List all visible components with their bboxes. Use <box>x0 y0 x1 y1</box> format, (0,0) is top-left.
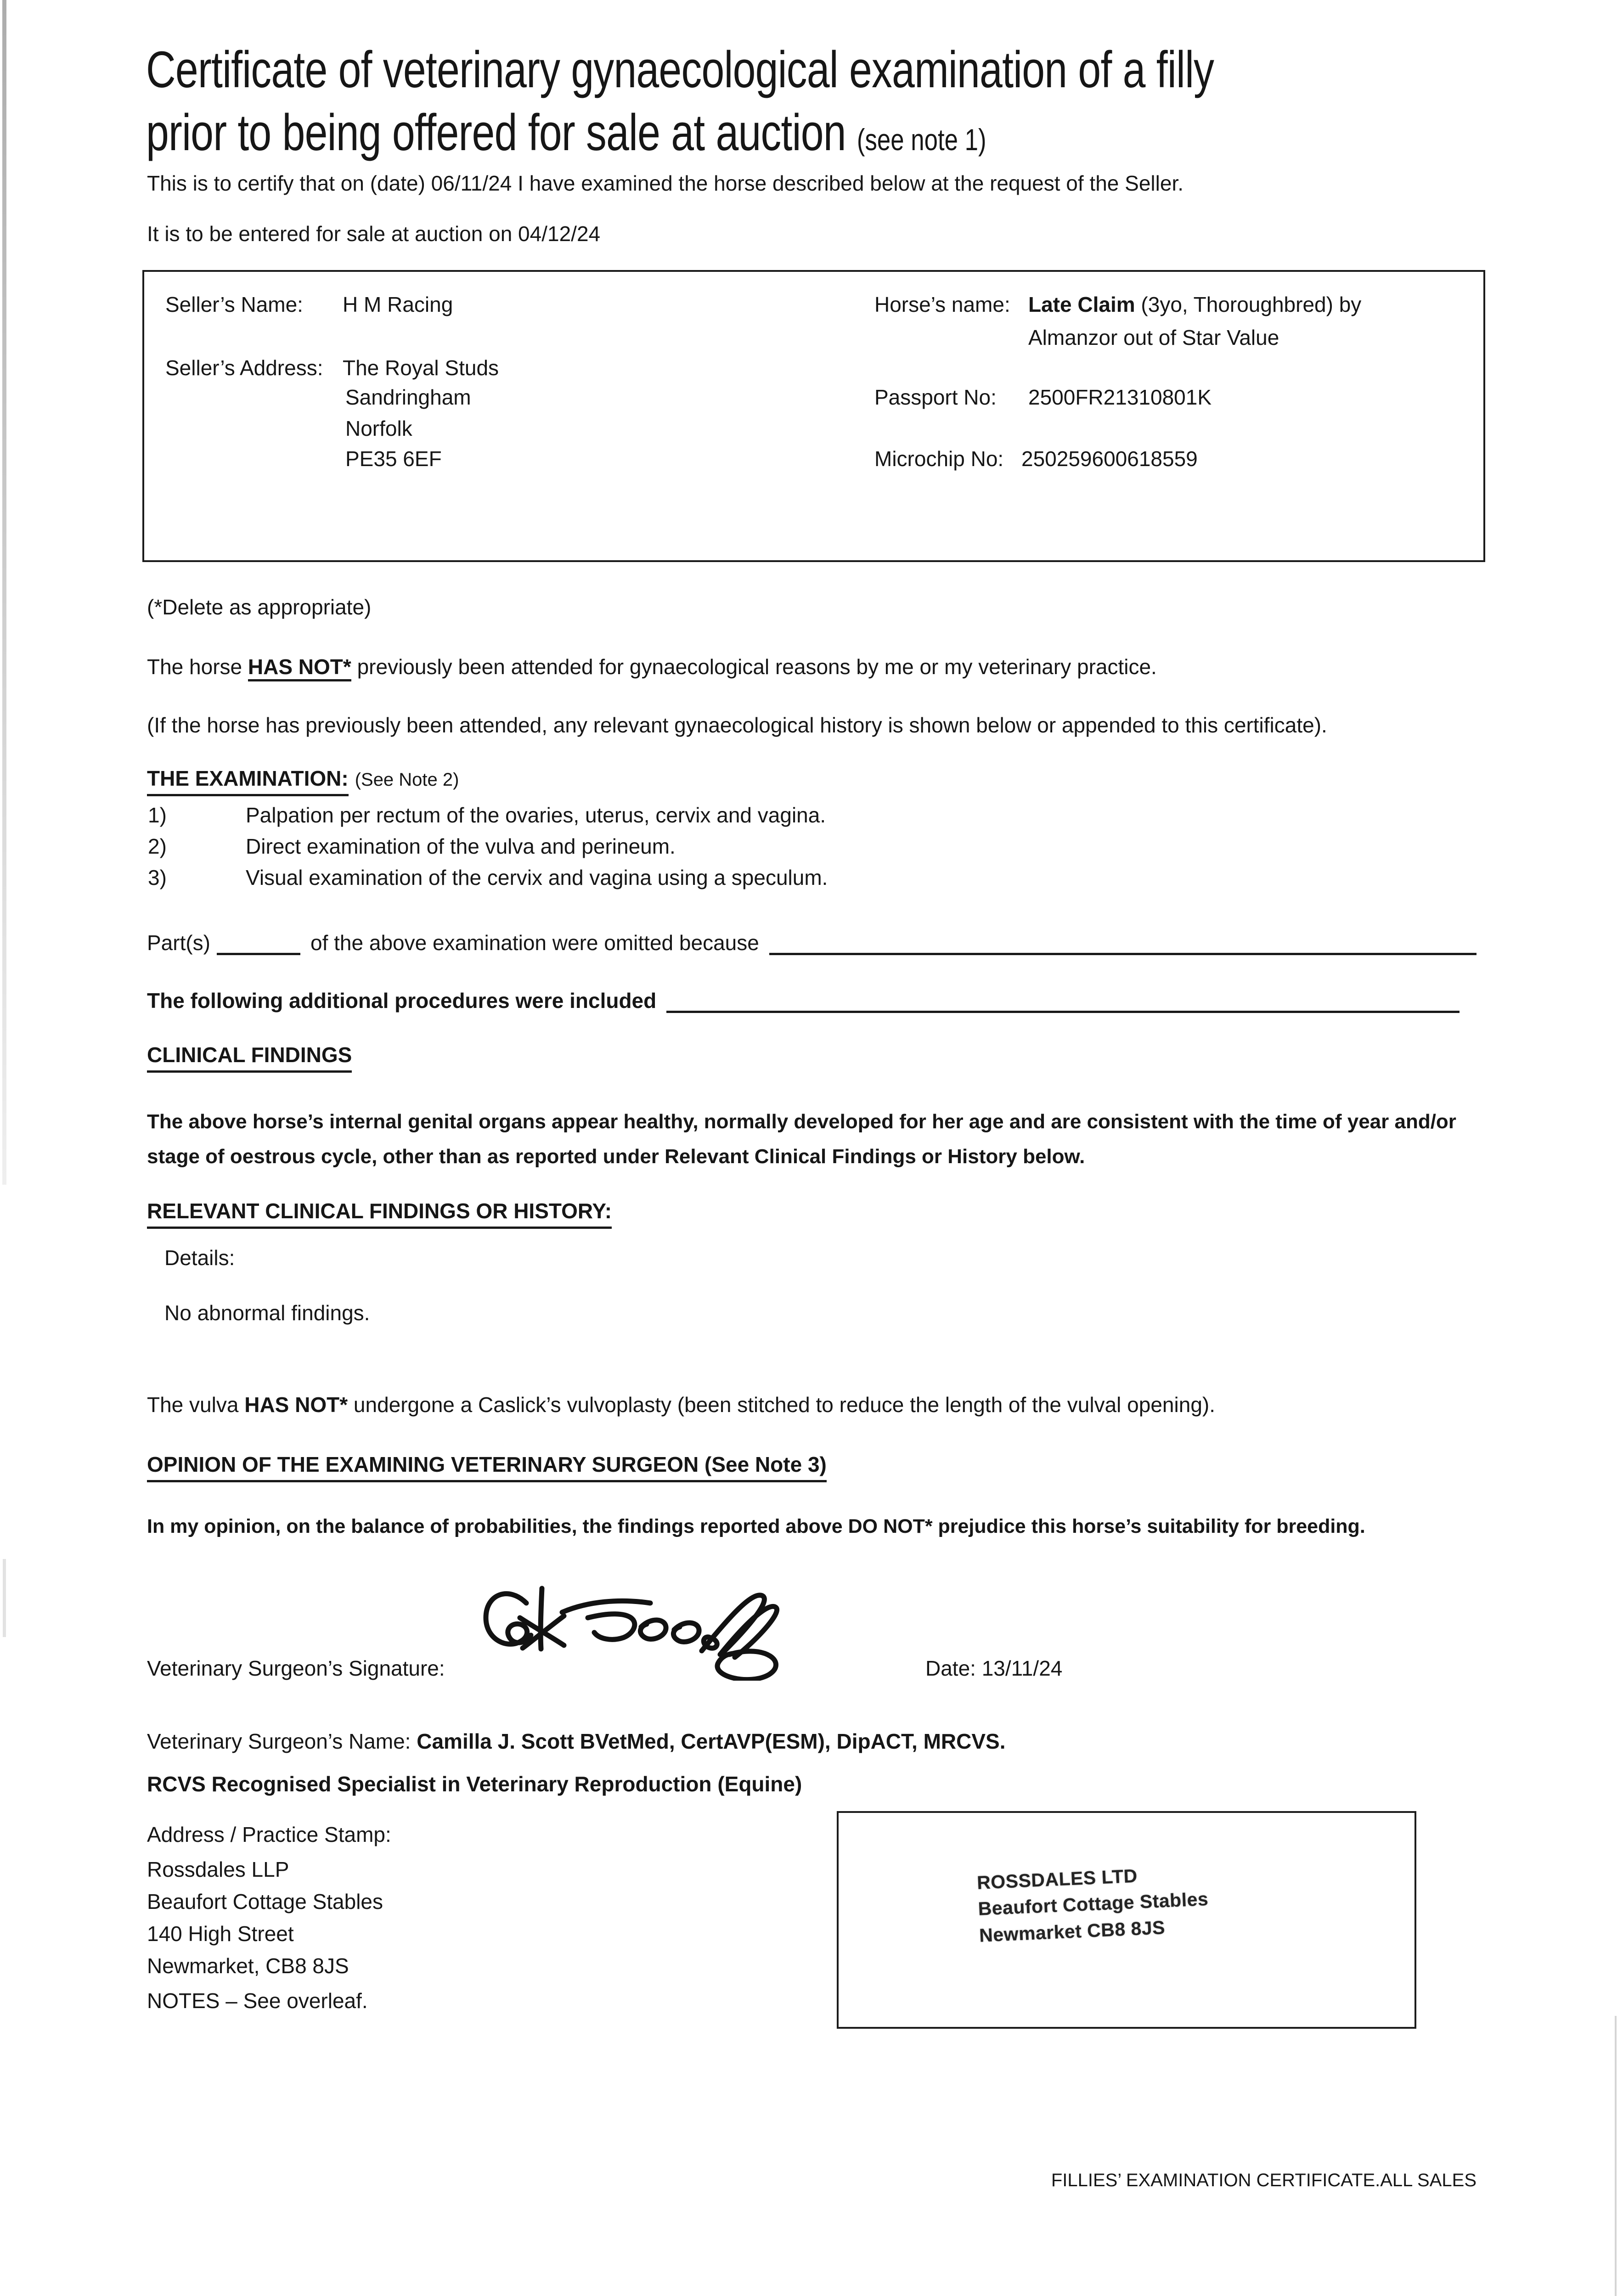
parts-omitted-line <box>147 930 1476 955</box>
examination-heading <box>147 766 459 796</box>
seller-address-line: The Royal Studs <box>343 356 499 380</box>
practice-address-line: Rossdales LLP <box>147 1857 289 1881</box>
exam-item-number: 3) <box>148 866 167 889</box>
horse-name-bold: Late Claim <box>1028 293 1135 316</box>
title-note: (see note 1) <box>857 122 986 157</box>
details-value: No abnormal findings. <box>164 1301 370 1325</box>
notes-overleaf-line: NOTES – See overleaf. <box>147 1989 368 2013</box>
page-title-line2: prior to being offered for sale at auction (see note 1) <box>146 103 986 161</box>
practice-stamp-label: Address / Practice Stamp: <box>147 1823 391 1846</box>
additional-procedures-blank <box>666 1005 1460 1013</box>
footer-certificate-type: FILLIES’ EXAMINATION CERTIFICATE.ALL SALES <box>1051 2170 1476 2190</box>
has-not-emphasis: HAS NOT* <box>248 655 351 681</box>
seller-name-label: Seller’s Name: <box>165 293 303 316</box>
passport-value: 2500FR21310801K <box>1028 385 1212 409</box>
exam-item <box>148 803 826 827</box>
microchip-value: 250259600618559 <box>1021 447 1198 471</box>
has-not-emphasis: HAS NOT* <box>244 1393 348 1417</box>
rubber-stamp <box>976 1860 1210 1949</box>
additional-procedures-text: The following additional procedures were included <box>147 989 657 1013</box>
parts-omitted-blank <box>217 947 300 955</box>
details-box <box>142 270 1485 562</box>
exam-item-text: Direct examination of the vulva and perineum. <box>246 834 676 858</box>
rcvs-specialist-line: RCVS Recognised Specialist in Veterinary Reproduction (Equine) <box>147 1772 802 1796</box>
previously-attended-statement: The horse HAS NOT* previously been attended for gynaecological reasons by me or my veterinary practice. <box>147 654 1157 679</box>
history-note: (If the horse has previously been attended, any relevant gynaecological history is shown below or appended to this certificate). <box>147 713 1327 737</box>
practice-address-line: Newmarket, CB8 8JS <box>147 1954 349 1978</box>
opinion-heading: OPINION OF THE EXAMINING VETERINARY SURGEON (See Note 3) <box>147 1452 827 1482</box>
vet-name-value: Camilla J. Scott BVetMed, CertAVP(ESM), DipACT, MRCVS. <box>417 1729 1006 1753</box>
exam-item-text: Visual examination of the cervix and vagina using a speculum. <box>246 866 828 889</box>
exam-item-text: Palpation per rectum of the ovaries, uterus, cervix and vagina. <box>246 803 826 827</box>
scan-artifact-left <box>2 0 6 1185</box>
practice-address-line: Beaufort Cottage Stables <box>147 1890 383 1913</box>
additional-procedures-line <box>147 988 1460 1013</box>
passport-label: Passport No: <box>874 385 997 409</box>
stamp-line: Newmarket CB8 8JS <box>979 1917 1166 1946</box>
exam-item-number: 2) <box>148 834 167 858</box>
exam-item <box>148 834 676 859</box>
examination-heading-text: THE EXAMINATION: <box>147 766 349 796</box>
parts-omitted-suffix: of the above examination were omitted because <box>310 931 759 955</box>
horse-name-suffix: (3yo, Thoroughbred) by <box>1135 293 1362 316</box>
parts-omitted-prefix: Part(s) <box>147 931 210 955</box>
clinical-findings-statement: The above horse’s internal genital organs appear healthy, normally developed for her age and are consistent with the time of year and/or stage of oestrous cycle, other than as reported under Relevant Clinical Findings or History below. <box>147 1110 1456 1168</box>
seller-address-line: Norfolk <box>345 416 412 440</box>
signature-date: Date: 13/11/24 <box>925 1656 1063 1680</box>
examination-heading-note: (See Note 2) <box>355 770 459 790</box>
stamp-line: ROSSDALES LTD <box>976 1865 1138 1893</box>
auction-date-statement: It is to be entered for sale at auction on 04/12/24 <box>147 222 601 246</box>
opinion-statement: In my opinion, on the balance of probabilities, the findings reported above DO NOT* prejudice this horse’s suitability for breeding. <box>147 1515 1365 1537</box>
page-title-line1: Certificate of veterinary gynaecological examination of a filly <box>146 41 1214 98</box>
certify-statement: This is to certify that on (date) 06/11/24 I have examined the horse described below at the request of the Seller. <box>147 171 1184 195</box>
microchip-label: Microchip No: <box>874 447 1004 471</box>
practice-address-line: 140 High Street <box>147 1922 294 1946</box>
parts-omitted-reason-blank <box>769 947 1476 955</box>
practice-stamp-box <box>837 1811 1416 2029</box>
scan-artifact-right <box>1615 2016 1617 2296</box>
exam-item <box>148 865 828 890</box>
exam-item-number: 1) <box>148 803 167 827</box>
vet-name-label: Veterinary Surgeon’s Name: <box>147 1729 411 1753</box>
seller-address-label: Seller’s Address: <box>165 356 323 380</box>
horse-name-line2: Almanzor out of Star Value <box>1028 326 1279 349</box>
seller-address-line: Sandringham <box>345 385 471 409</box>
seller-name-value: H M Racing <box>343 293 453 316</box>
clinical-findings-heading: CLINICAL FINDINGS <box>147 1042 352 1073</box>
signature-label: Veterinary Surgeon’s Signature: <box>147 1656 445 1680</box>
vulva-statement: The vulva HAS NOT* undergone a Caslick’s vulvoplasty (been stitched to reduce the length of the vulval opening). <box>147 1393 1215 1417</box>
horse-name-value <box>1028 292 1361 317</box>
seller-address-line: PE35 6EF <box>345 447 442 471</box>
scan-artifact-left-lower <box>3 1559 6 1637</box>
details-label: Details: <box>164 1246 235 1270</box>
page-title <box>146 39 1214 164</box>
delete-as-appropriate-note: (*Delete as appropriate) <box>147 595 372 619</box>
signature-scribble <box>472 1573 780 1681</box>
relevant-findings-heading: RELEVANT CLINICAL FINDINGS OR HISTORY: <box>147 1199 612 1229</box>
vet-name-line <box>147 1729 1005 1754</box>
stamp-line: Beaufort Cottage Stables <box>977 1888 1209 1920</box>
horse-name-label: Horse’s name: <box>874 293 1010 316</box>
